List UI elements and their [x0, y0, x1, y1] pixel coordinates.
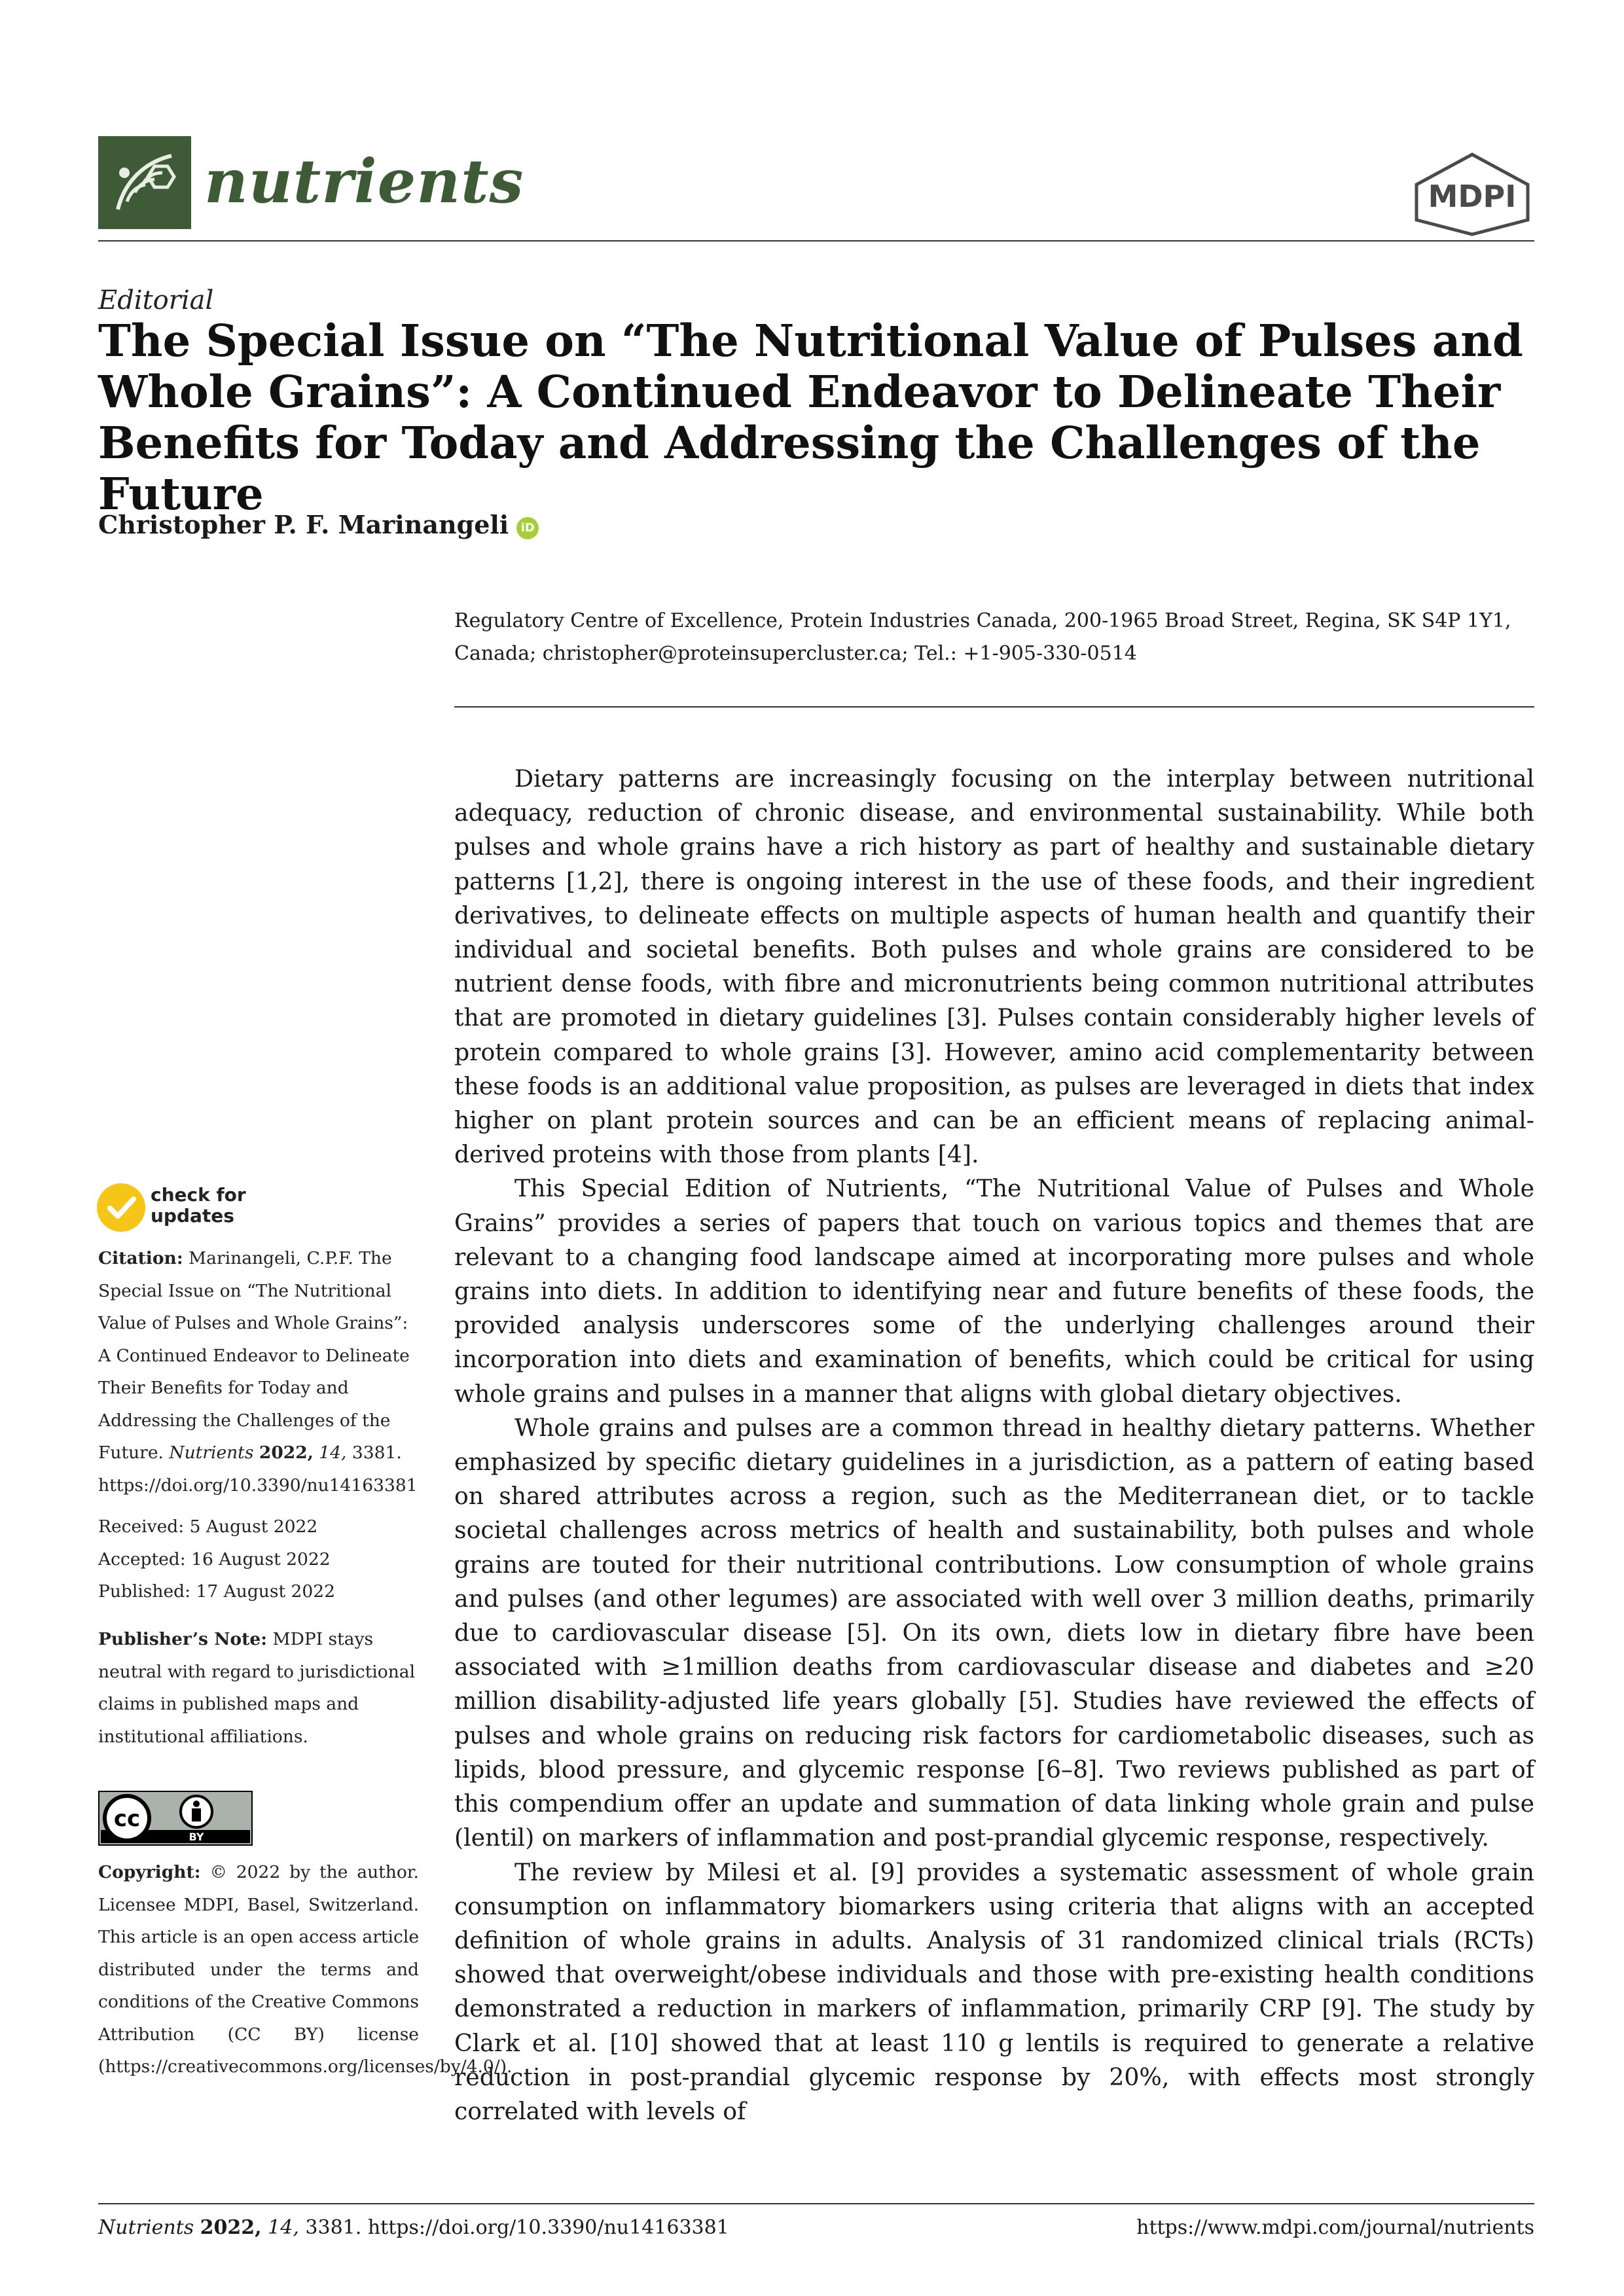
header-divider	[98, 240, 1534, 242]
author-line	[98, 509, 539, 541]
check-for-updates-label[interactable]: check for updates	[151, 1184, 246, 1227]
orcid-icon[interactable]: iD	[516, 517, 539, 539]
journal-logo-icon	[98, 136, 191, 229]
body-paragraph: The review by Milesi et al. [9] provides a systematic assessment of whole grain consumption on inflammatory biomarkers using criteria that aligns with an accepted definition of whole grains in adults. Analysis of 31 randomized clinical trials (RCTs) showed that overweight/obese individuals and those with pre-existing health conditions demonstrated a reduction in markers of inflammation, primarily CRP [9]. The study by Clark et al. [10] showed that at least 110 g lentils is required to generate a relative reduction in post-prandial glycemic response by 20%, with effects most strongly correlated with levels of	[454, 1857, 1534, 2125]
cc-badge-text: BY	[189, 1831, 204, 1843]
citation-text: Marinangeli, C.P.F. The Special Issue on “The Nutritional Value of Pulses and Whole Grains”: A Continued Endeavor to Delineate Their Benefits for Today and Addressing the Challenges of the Future.	[98, 1248, 410, 1463]
citation-year: 2022,	[259, 1443, 314, 1463]
footer-year: 2022,	[200, 2216, 262, 2239]
check-for-updates-icon[interactable]	[97, 1183, 145, 1232]
citation-volume: 14,	[319, 1443, 347, 1463]
svg-text:cc: cc	[113, 1806, 141, 1832]
accepted-date: Accepted: 16 August 2022	[98, 1549, 331, 1570]
publisher-note	[98, 1623, 419, 1753]
copyright-text: © 2022 by the author. Licensee MDPI, Basel, Switzerland. This article is an open access article distributed under the terms and conditions of the Creative Commons Attribution (CC BY) license (https://creativecommons.org/licenses/by/4.0/).	[98, 1862, 513, 2077]
cc-by-license-icon[interactable]	[98, 1791, 253, 1846]
body-paragraph: Whole grains and pulses are a common thread in healthy dietary patterns. Whether emphasized by specific dietary guidelines in a jurisdiction, as a pattern of eating based on shared attributes across a region, such as the Mediterranean diet, or to tackle societal challenges across metrics of health and sustainability, both pulses and whole grains are touted for their nutritional contributions. Low consumption of whole grains and pulses (and other legumes) are associated with well over 3 million deaths, primarily due to cardiovascular disease [5]. On its own, diets low in dietary fibre have been associated with ≥1million deaths from cardiovascular disease and diabetes and ≥20 million disability-adjusted life years globally [5]. Studies have reviewed the effects of pulses and whole grains on reducing risk factors for cardiometabolic diseases, such as lipids, blood pressure, and glycemic response [6–8]. Two reviews published as part of this compendium offer an update and summation of data linking whole grain and pulse (lentil) on markers of inflammation and post-prandial glycemic response, respectively.	[454, 1413, 1534, 1852]
copyright-label: Copyright:	[98, 1862, 201, 1882]
citation-pages: 3381.	[352, 1443, 402, 1463]
journal-name: nutrients	[204, 146, 524, 217]
footer-divider	[98, 2203, 1534, 2204]
main-text	[454, 762, 1534, 2128]
affiliation-divider	[454, 706, 1534, 708]
body-paragraph: Dietary patterns are increasingly focusing on the interplay between nutritional adequacy, reduction of chronic disease, and environmental sustainability. While both pulses and whole grains have a rich history as part of healthy and sustainable dietary patterns [1,2], there is ongoing interest in the use of these foods, and their ingredient derivatives, to delineate effects on multiple aspects of human health and quantify their individual and societal benefits. Both pulses and whole grains are considered to be nutrient dense foods, with fibre and micronutrients being common nutritional attributes that are promoted in dietary guidelines [3]. Pulses contain considerably higher levels of protein compared to whole grains [3]. However, amino acid complementarity between these foods is an additional value proposition, as pulses are leveraged in diets that index higher on plant protein sources and can be an efficient means of replacing animal-derived proteins with those from plants [4].	[454, 764, 1534, 1169]
footer-doi[interactable]: 3381. https://doi.org/10.3390/nu14163381	[305, 2216, 729, 2239]
publisher-note-label: Publisher’s Note:	[98, 1629, 267, 1649]
footer-journal: Nutrients	[98, 2216, 194, 2239]
mdpi-logo-text: MDPI	[1428, 179, 1517, 214]
mdpi-logo-icon	[1410, 152, 1534, 237]
author-name: Christopher P. F. Marinangeli	[98, 510, 509, 539]
body-paragraph: This Special Edition of Nutrients, “The Nutritional Value of Pulses and Whole Grains” provides a series of papers that touch on various topics and themes that are relevant to a changing food landscape aimed at incorporating more pulses and whole grains into diets. In addition to identifying near and future benefits of these foods, the provided analysis underscores some of the underlying challenges around their incorporation into diets and examination of benefits, which could be critical for using whole grains and pulses in a manner that aligns with global dietary objectives.	[454, 1174, 1534, 1408]
footer-journal-url[interactable]: https://www.mdpi.com/journal/nutrients	[1136, 2216, 1534, 2239]
sidebar-citation	[98, 1242, 419, 1501]
footer-citation	[98, 2215, 729, 2241]
footer-volume: 14,	[268, 2216, 299, 2239]
copyright-notice	[98, 1856, 513, 2083]
affiliation: Regulatory Centre of Excellence, Protein Industries Canada, 200-1965 Broad Street, Regina, SK S4P 1Y1, Canada; christopher@proteinsupercluster.ca; Tel.: +1-905-330-0514	[454, 609, 1511, 665]
published-date: Published: 17 August 2022	[98, 1581, 335, 1602]
article-type: Editorial	[98, 285, 214, 315]
received-date: Received: 5 August 2022	[98, 1516, 318, 1537]
citation-journal: Nutrients	[169, 1443, 254, 1463]
citation-label: Citation:	[98, 1248, 183, 1268]
article-title: The Special Issue on “The Nutritional Value of Pulses and Whole Grains”: A Continued Endeavor to Delineate Their Benefits for Today and Addressing the Challenges of the Future	[98, 315, 1523, 520]
citation-doi[interactable]: https://doi.org/10.3390/nu14163381	[98, 1475, 418, 1496]
sidebar-dates	[98, 1511, 419, 1608]
publisher-note-text: MDPI stays neutral with regard to jurisdictional claims in published maps and institutional affiliations.	[98, 1629, 416, 1747]
